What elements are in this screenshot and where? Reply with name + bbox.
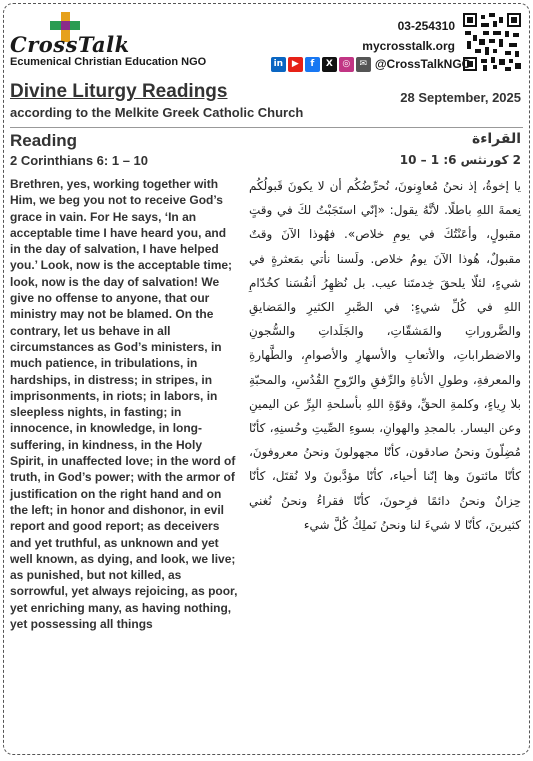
qr-code-icon[interactable] — [463, 13, 521, 71]
reading-card — [3, 3, 530, 755]
contact-block — [362, 16, 455, 56]
page-subtitle: according to the Melkite Greek Catholic Church — [10, 105, 304, 120]
arabic-reading-reference: 2 كورنثس 6: 1 – 10 — [399, 153, 521, 167]
email-icon[interactable]: ✉ — [356, 57, 371, 72]
logo-text: CrossTalk — [10, 32, 130, 57]
english-reading-text: Brethren, yes, working together with Him, we beg you not to receive God’s grace in vain. For He says, ‘In an acceptable time I have heard you, and in the day of salvation, I have helped you.’ Look, now is the acceptable time; look, now is the day of salvation! We give no offense to anyone, that our ministry may not be blamed. On the contrary, let us behave in all circumstances as God’s ministers, in much patience, in tribulations, in hardships, in distress; in stripes, in imprisonments, in riots; in labors, in sleepless nights, in fasting; in innocence, in knowledge, in long-suffering, in kindness, in the Holy Spirit, in unaffected love; in the word of truth, in God’s power; with the armor of justification on the right hand and on the left; in honor and dishonor, in evil report and good report; as deceivers and yet truthful, as unknown and yet well known, as dying, and look, we live; as punished, but not killed, as sorrowful, yet always rejoicing, as poor, yet enriching many, as having nothing, yet possessing all things — [10, 177, 238, 632]
page-title: Divine Liturgy Readings — [10, 81, 228, 102]
linkedin-icon[interactable]: in — [271, 57, 286, 72]
org-name: Ecumenical Christian Education NGO — [10, 56, 207, 68]
crosstalk-logo[interactable] — [10, 12, 130, 58]
arabic-reading-text: يا إخوةُ، إذ نحنُ مُعاوِنونَ، نُحرِّضُكُم أن لا يكونَ قَبولُكُم نِعمةَ اللهِ باطلًا. لأنَّهُ يقول: «إنّي استَجَبْتُ لكَ في وقتٍ مقبولٍ، وأعَنْتُكَ في يومِ خلاص». فهُوذا الآنَ وقتٌ مقبولٌ، هُوذا الآنَ يومُ خلاص. ولَسنا نأتي بمَعثرةٍ في شيءٍ، لئلّا يلحقَ خِدمتَنا عيب. بل نُظهِرُ أنفُسَنا كخُدّامِ اللهِ في كُلِّ شيءٍ: في الصَّبرِ الكثيرِ والمَضايقِ والضَّروراتِ والمَشقّاتِ، والجَلَداتِ والسُّجونِ والاضطراباتِ، والأتعابِ والأسهارِ والأصوامِ، والطَّهارةِ والمعرفةِ، وطولِ الأناةِ والرِّفقِ والرّوحِ القُدُسِ، والمحبّةِ بلا رِياءٍ، وكلمةِ الحقِّ، وقوّةِ اللهِ بأسلحةِ البِرِّ عن اليمينِ وعن اليسار. بالمجدِ والهوانِ، بسوءِ الصِّيتِ وحُسنِهِ، كأنّا مُضِلّونَ ونحنُ صادقون، كأنّا مجهولونَ ونحنُ معروفونَ، كأنّا مائتونَ وها إنّنا أحياء، كأنّا مؤدَّبونَ ولا نُقتَل، كأنّا حِزانٌ ونحنُ دائمًا فرِحونَ، كأنّا فقراءُ ونحنُ نُغني كثيرينَ، كأنّا لا شيءَ لنا ونحنُ نَملِكُ كُلَّ شيء — [249, 179, 521, 532]
facebook-icon[interactable]: f — [305, 57, 320, 72]
social-links — [271, 55, 471, 73]
phone-number[interactable]: 03-254310 — [397, 19, 455, 33]
website-link[interactable]: mycrosstalk.org — [362, 39, 455, 53]
instagram-icon[interactable]: ◎ — [339, 57, 354, 72]
x-icon[interactable]: X — [322, 57, 337, 72]
english-reading-heading: Reading — [10, 131, 78, 150]
youtube-icon[interactable]: ▶ — [288, 57, 303, 72]
header-divider — [10, 127, 523, 128]
reading-date: 28 September, 2025 — [400, 90, 521, 105]
english-reading-reference: 2 Corinthians 6: 1 – 10 — [10, 153, 148, 168]
social-handle[interactable]: @CrossTalkNGO — [374, 57, 471, 71]
arabic-reading-heading: القراءة — [471, 131, 521, 147]
